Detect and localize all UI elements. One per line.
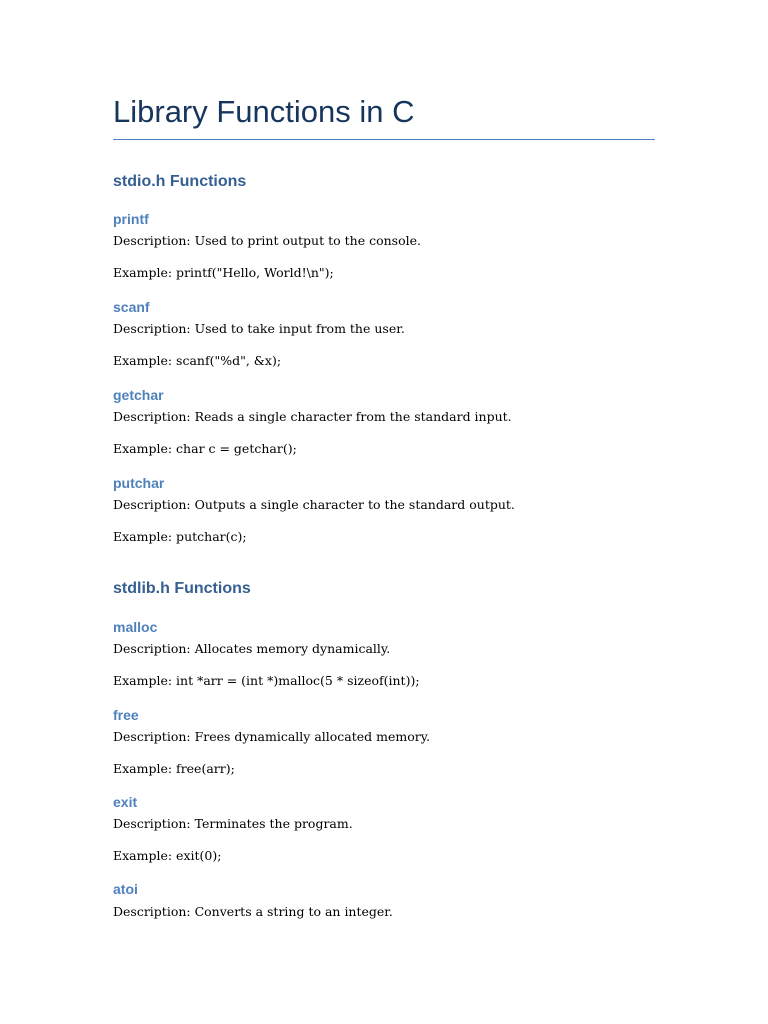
section-heading-stdlib: stdlib.h Functions: [113, 580, 251, 597]
function-heading-getchar: getchar: [113, 387, 164, 403]
function-example-putchar: Example: putchar(c);: [113, 529, 247, 544]
function-example-printf: Example: printf("Hello, World!\n");: [113, 265, 334, 280]
function-description-atoi: Description: Converts a string to an integer.: [113, 904, 393, 919]
function-example-scanf: Example: scanf("%d", &x);: [113, 353, 282, 368]
function-heading-malloc: malloc: [113, 619, 158, 635]
function-heading-printf: printf: [113, 211, 149, 227]
function-heading-putchar: putchar: [113, 475, 165, 491]
function-description-putchar: Description: Outputs a single character to the standard output.: [113, 497, 515, 512]
function-example-getchar: Example: char c = getchar();: [113, 441, 297, 456]
function-description-scanf: Description: Used to take input from the user.: [113, 321, 405, 336]
function-description-exit: Description: Terminates the program.: [113, 816, 353, 831]
function-description-free: Description: Frees dynamically allocated memory.: [113, 729, 431, 744]
function-heading-scanf: scanf: [113, 299, 150, 315]
function-description-getchar: Description: Reads a single character from the standard input.: [113, 409, 512, 424]
section-heading-stdio: stdio.h Functions: [113, 173, 247, 190]
title-underline: [113, 139, 655, 140]
function-example-malloc: Example: int *arr = (int *)malloc(5 * sizeof(int));: [113, 673, 420, 688]
function-example-free: Example: free(arr);: [113, 761, 235, 776]
function-example-exit: Example: exit(0);: [113, 848, 222, 863]
function-heading-free: free: [113, 707, 139, 723]
function-heading-exit: exit: [113, 794, 138, 810]
function-description-malloc: Description: Allocates memory dynamically.: [113, 641, 391, 656]
function-description-printf: Description: Used to print output to the console.: [113, 233, 421, 248]
page-title: Library Functions in C: [113, 94, 415, 129]
function-heading-atoi: atoi: [113, 881, 138, 897]
